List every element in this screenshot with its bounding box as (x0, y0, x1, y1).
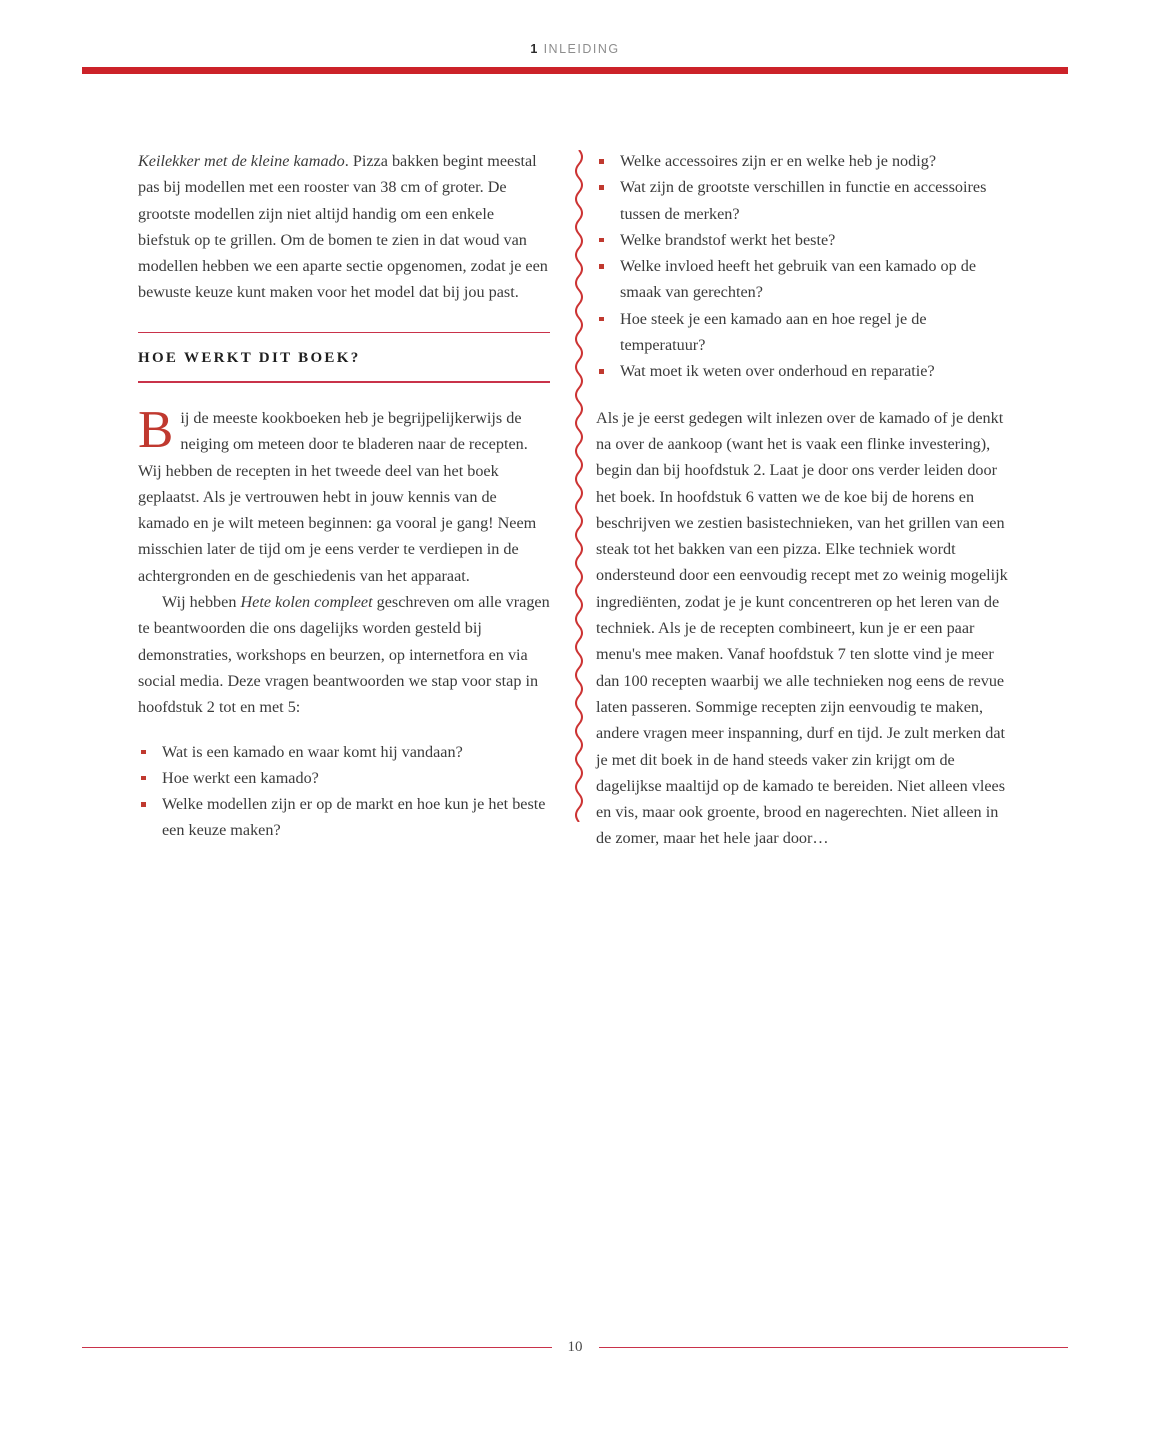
chapter-number: 1 (530, 42, 539, 56)
chapter-title: INLEIDING (543, 42, 620, 56)
two-column-layout (138, 148, 1038, 848)
section-heading-block (138, 332, 550, 383)
right-column (596, 148, 1008, 852)
right-column-paragraph: Als je je eerst gedegen wilt inlezen over de kamado of je denkt na over de aankoop (want het is vaak een flinke investering), begin dan bij hoofdstuk 2. Laat je door ons verder leiden door het boek. In hoofdstuk 6 vatten we de koe bij de horens en beschrijven we zestien basistechnieken, van het grillen van een steak tot het bakken van een pizza. Elke techniek wordt ondersteund door een eenvoudig recept met zo weinig mogelijk ingrediënten, zodat je je kunt concentreren op het leren van de techniek. Als je de recepten combineert, kun je er een paar menu's mee maken. Vanaf hoofdstuk 7 ten slotte vind je meer dan 100 recepten waarbij we alle technieken nog eens de revue laten passeren. Sommige recepten zijn eenvoudig te maken, andere vragen meer inspanning, durf en tijd. Je zult merken dat je met dit boek in de hand steeds vaker zin krijgt om de dagelijkse maaltijd op de kamado te bereiden. Niet alleen vlees en vis, maar ook groente, brood en nagerechten. Niet alleen in de zomer, maar het hele jaar door… (596, 408, 1008, 848)
second-paragraph-after: geschreven om alle vragen te beantwoorden die ons dagelijks worden gesteld bij demonstraties, workshops en beurzen, op internetfora en via social media. Deze vragen beantwoorden we stap voor stap in hoofdstuk 2 tot en met 5: (138, 593, 550, 717)
second-paragraph-before: Wij hebben (162, 593, 241, 612)
intro-rest: . Pizza bakken begint meestal pas bij modellen met een rooster van 38 cm of groter. De grootste modellen zijn niet altijd handig om een enkele biefstuk op te grillen. Om de bomen te zien in dat woud van modellen hebben we een aparte sectie opgenomen, zodat je een bewuste keuze kunt maken voor het model dat bij jou past. (138, 152, 548, 302)
book-title-italic: Hete kolen compleet (240, 593, 373, 612)
page-footer (82, 1340, 1068, 1355)
list-item: Welke accessoires zijn er en welke heb je nodig? (596, 148, 1008, 174)
list-item: Wat zijn de grootste verschillen in functie en accessoires tussen de merken? (596, 174, 1008, 227)
dropcap-paragraph-text: ij de meeste kookboeken heb je begrijpelijkerwijs de neiging om meteen door te bladeren naar de recepten. Wij hebben de recepten in het tweede deel van het boek geplaatst. Als je vertrouwen hebt in jouw kennis van de kamado en je wilt meteen beginnen: ga vooral je gang! Neem misschien later de tijd om je eens verder te verdiepen in de achtergronden en de geschiedenis van het apparaat. (138, 408, 537, 585)
page-number: 10 (567, 1339, 583, 1355)
right-bullet-list (596, 148, 1008, 385)
list-item: Wat moet ik weten over onderhoud en reparatie? (596, 358, 1008, 384)
list-item: Hoe werkt een kamado? (138, 765, 550, 791)
drop-cap-letter: B (138, 400, 174, 459)
footer-rule-right (599, 1347, 1069, 1349)
intro-lead-italic: Keilekker met de kleine kamado (138, 152, 345, 170)
list-item: Wat is een kamado en waar komt hij vandaan? (138, 739, 550, 765)
list-item: Welke brandstof werkt het beste? (596, 227, 1008, 253)
intro-paragraph (138, 148, 550, 306)
list-item: Welke invloed heeft het gebruik van een kamado op de smaak van gerechten? (596, 253, 1008, 306)
second-paragraph (138, 589, 550, 720)
dropcap-paragraph (138, 400, 550, 589)
header-rule (82, 67, 1068, 74)
running-header (82, 42, 1068, 56)
list-item: Hoe steek je een kamado aan en hoe regel je de temperatuur? (596, 306, 1008, 359)
footer-rule-left (82, 1347, 552, 1349)
section-rule-bottom (138, 381, 550, 383)
left-column (138, 148, 550, 844)
left-bullet-list (138, 739, 550, 844)
list-item: Welke modellen zijn er op de markt en hoe kun je het beste een keuze maken? (138, 791, 550, 844)
section-heading-title: HOE WERKT DIT BOEK? (138, 350, 361, 367)
